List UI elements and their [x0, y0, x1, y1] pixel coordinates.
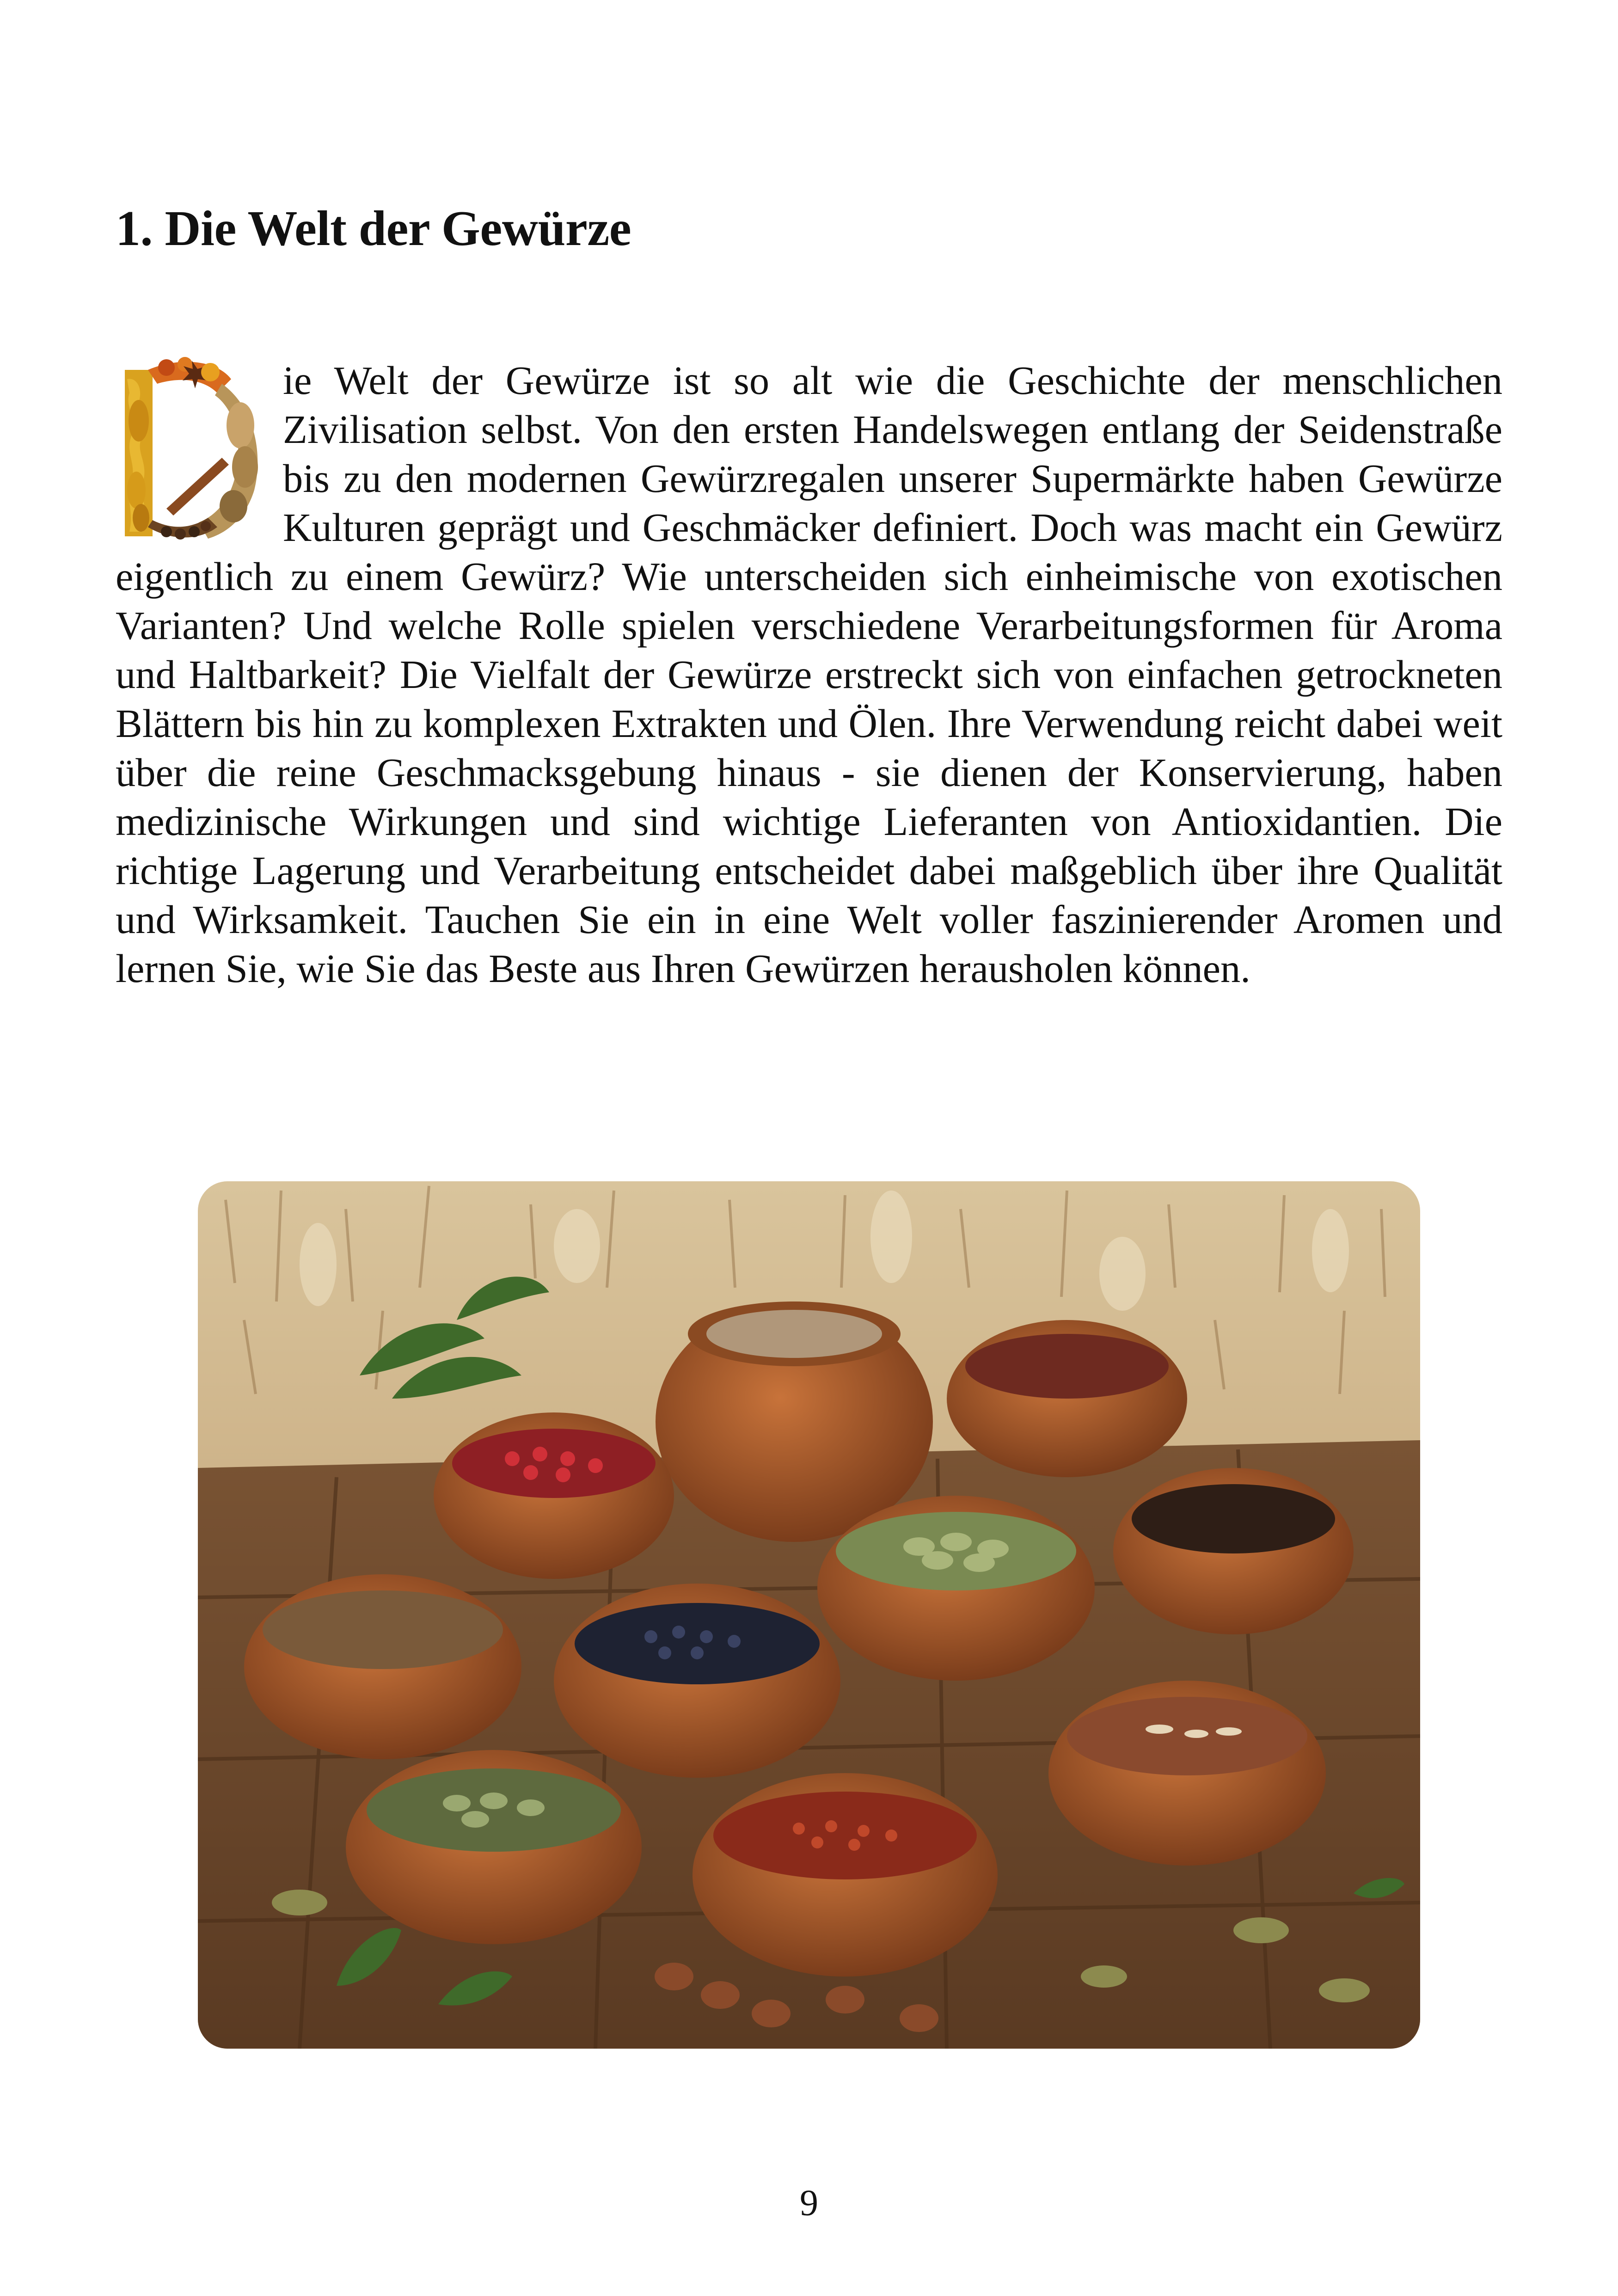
dropcap-letter-d-icon: [116, 351, 273, 546]
intro-paragraph: [116, 356, 1502, 993]
spice-bowls-illustration: [198, 1181, 1420, 2049]
chapter-title: 1. Die Welt der Gewürze: [116, 201, 631, 256]
intro-text: ie Welt der Gewürze ist so alt wie die Geschichte der menschlichen Zivilisation selbst. Von den ersten Handelswegen entlang der Seidenstraße bis zu den modernen Gewürzregalen unserer Supermärkte haben Gewürze Kulturen geprägt und Geschmäcker definiert. Doch was macht ein Gewürz eigentlich zu einem Gewürz? Wie unterscheiden sich einheimische von exotischen Varianten? Und welche Rolle spielen verschiedene Verarbeitungsformen für Aroma und Haltbarkeit? Die Vielfalt der Gewürze erstreckt sich von einfachen getrockneten Blättern bis hin zu komplexen Extrakten und Ölen. Ihre Verwendung reicht dabei weit über die reine Geschmacksgebung hinaus - sie dienen der Konservierung, haben medizinische Wirkungen und sind wichtige Lieferanten von Antioxidantien. Die richtige Lagerung und Verarbeitung entscheidet dabei maßgeblich über ihre Qualität und Wirksamkeit. Tauchen Sie ein in eine Welt voller faszinierender Aromen und lernen Sie, wie Sie das Beste aus Ihren Gewürzen herausholen können.: [116, 358, 1502, 991]
page-number: 9: [800, 2183, 818, 2223]
